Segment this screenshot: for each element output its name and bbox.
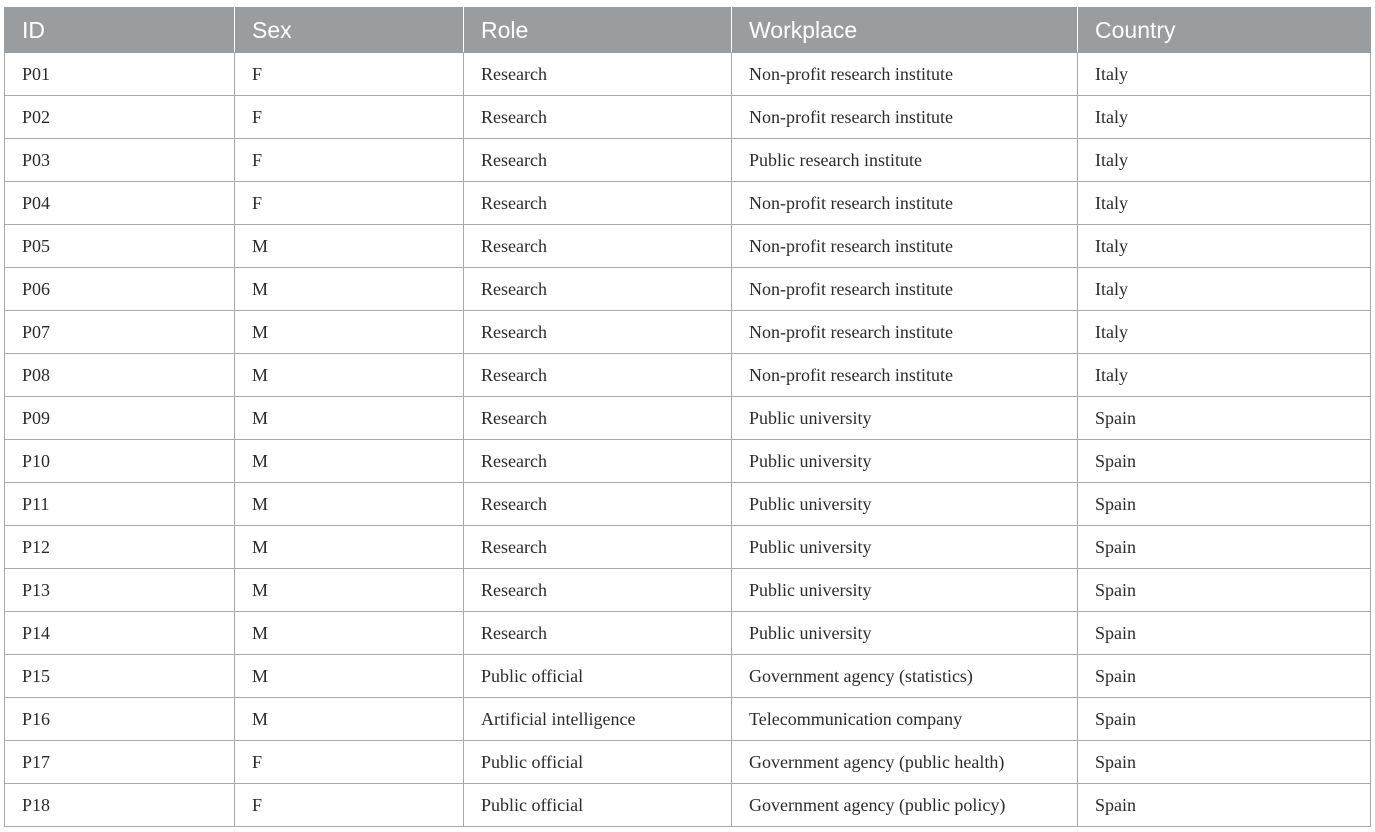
table-row bbox=[5, 440, 1371, 483]
table-row bbox=[5, 268, 1371, 311]
cell-role: Research bbox=[464, 440, 732, 483]
cell-country: Spain bbox=[1078, 440, 1371, 483]
cell-id: P15 bbox=[5, 655, 235, 698]
table-row bbox=[5, 784, 1371, 827]
cell-country: Spain bbox=[1078, 698, 1371, 741]
table-row bbox=[5, 741, 1371, 784]
cell-sex: M bbox=[235, 569, 464, 612]
cell-country: Spain bbox=[1078, 741, 1371, 784]
cell-country: Spain bbox=[1078, 483, 1371, 526]
cell-country: Italy bbox=[1078, 96, 1371, 139]
cell-workplace: Government agency (public policy) bbox=[732, 784, 1078, 827]
table-row bbox=[5, 311, 1371, 354]
cell-role: Research bbox=[464, 612, 732, 655]
cell-workplace: Non-profit research institute bbox=[732, 354, 1078, 397]
cell-id: P10 bbox=[5, 440, 235, 483]
cell-id: P09 bbox=[5, 397, 235, 440]
cell-workplace: Government agency (statistics) bbox=[732, 655, 1078, 698]
cell-workplace: Public university bbox=[732, 526, 1078, 569]
cell-id: P08 bbox=[5, 354, 235, 397]
cell-role: Research bbox=[464, 526, 732, 569]
table-row bbox=[5, 139, 1371, 182]
cell-sex: M bbox=[235, 698, 464, 741]
cell-sex: M bbox=[235, 354, 464, 397]
header-row bbox=[5, 8, 1371, 53]
cell-role: Research bbox=[464, 225, 732, 268]
cell-country: Italy bbox=[1078, 354, 1371, 397]
cell-sex: M bbox=[235, 225, 464, 268]
cell-country: Spain bbox=[1078, 569, 1371, 612]
column-header-sex: Sex bbox=[235, 8, 464, 53]
cell-sex: M bbox=[235, 397, 464, 440]
table-header bbox=[5, 8, 1371, 53]
cell-role: Public official bbox=[464, 784, 732, 827]
cell-workplace: Non-profit research institute bbox=[732, 182, 1078, 225]
cell-workplace: Public research institute bbox=[732, 139, 1078, 182]
cell-sex: M bbox=[235, 311, 464, 354]
cell-role: Research bbox=[464, 139, 732, 182]
cell-sex: F bbox=[235, 784, 464, 827]
cell-sex: F bbox=[235, 182, 464, 225]
cell-country: Spain bbox=[1078, 612, 1371, 655]
table-row bbox=[5, 354, 1371, 397]
cell-workplace: Public university bbox=[732, 397, 1078, 440]
cell-country: Spain bbox=[1078, 526, 1371, 569]
column-header-workplace: Workplace bbox=[732, 8, 1078, 53]
cell-country: Spain bbox=[1078, 397, 1371, 440]
cell-id: P02 bbox=[5, 96, 235, 139]
cell-sex: F bbox=[235, 139, 464, 182]
cell-country: Italy bbox=[1078, 268, 1371, 311]
table-row bbox=[5, 225, 1371, 268]
cell-role: Research bbox=[464, 483, 732, 526]
cell-id: P11 bbox=[5, 483, 235, 526]
cell-workplace: Non-profit research institute bbox=[732, 225, 1078, 268]
cell-id: P04 bbox=[5, 182, 235, 225]
cell-role: Research bbox=[464, 268, 732, 311]
cell-id: P13 bbox=[5, 569, 235, 612]
cell-country: Italy bbox=[1078, 139, 1371, 182]
participants-table-container bbox=[4, 7, 1370, 827]
cell-role: Research bbox=[464, 397, 732, 440]
column-header-country: Country bbox=[1078, 8, 1371, 53]
cell-workplace: Non-profit research institute bbox=[732, 53, 1078, 96]
table-row bbox=[5, 397, 1371, 440]
cell-id: P03 bbox=[5, 139, 235, 182]
cell-sex: M bbox=[235, 526, 464, 569]
table-row bbox=[5, 612, 1371, 655]
cell-id: P06 bbox=[5, 268, 235, 311]
cell-role: Research bbox=[464, 311, 732, 354]
table-row bbox=[5, 96, 1371, 139]
cell-country: Italy bbox=[1078, 311, 1371, 354]
cell-id: P01 bbox=[5, 53, 235, 96]
cell-country: Italy bbox=[1078, 182, 1371, 225]
cell-sex: F bbox=[235, 53, 464, 96]
cell-workplace: Public university bbox=[732, 569, 1078, 612]
cell-country: Spain bbox=[1078, 784, 1371, 827]
cell-sex: M bbox=[235, 440, 464, 483]
cell-id: P18 bbox=[5, 784, 235, 827]
cell-id: P16 bbox=[5, 698, 235, 741]
cell-sex: M bbox=[235, 612, 464, 655]
cell-sex: M bbox=[235, 483, 464, 526]
cell-role: Research bbox=[464, 354, 732, 397]
cell-workplace: Government agency (public health) bbox=[732, 741, 1078, 784]
cell-country: Italy bbox=[1078, 225, 1371, 268]
cell-sex: F bbox=[235, 741, 464, 784]
table-row bbox=[5, 483, 1371, 526]
cell-workplace: Non-profit research institute bbox=[732, 311, 1078, 354]
cell-id: P05 bbox=[5, 225, 235, 268]
column-header-id: ID bbox=[5, 8, 235, 53]
cell-id: P17 bbox=[5, 741, 235, 784]
cell-role: Research bbox=[464, 53, 732, 96]
table-row bbox=[5, 655, 1371, 698]
cell-role: Research bbox=[464, 569, 732, 612]
table-row bbox=[5, 526, 1371, 569]
cell-sex: F bbox=[235, 96, 464, 139]
cell-sex: M bbox=[235, 655, 464, 698]
cell-role: Research bbox=[464, 182, 732, 225]
table-row bbox=[5, 569, 1371, 612]
cell-workplace: Public university bbox=[732, 440, 1078, 483]
cell-workplace: Non-profit research institute bbox=[732, 96, 1078, 139]
cell-role: Research bbox=[464, 96, 732, 139]
cell-id: P07 bbox=[5, 311, 235, 354]
cell-country: Spain bbox=[1078, 655, 1371, 698]
column-header-role: Role bbox=[464, 8, 732, 53]
cell-workplace: Telecommunication company bbox=[732, 698, 1078, 741]
table-row bbox=[5, 182, 1371, 225]
cell-role: Public official bbox=[464, 741, 732, 784]
cell-workplace: Public university bbox=[732, 483, 1078, 526]
cell-workplace: Non-profit research institute bbox=[732, 268, 1078, 311]
cell-sex: M bbox=[235, 268, 464, 311]
cell-workplace: Public university bbox=[732, 612, 1078, 655]
cell-id: P14 bbox=[5, 612, 235, 655]
table-row bbox=[5, 53, 1371, 96]
cell-id: P12 bbox=[5, 526, 235, 569]
table-row bbox=[5, 698, 1371, 741]
table-body bbox=[5, 53, 1371, 827]
cell-country: Italy bbox=[1078, 53, 1371, 96]
cell-role: Public official bbox=[464, 655, 732, 698]
cell-role: Artificial intelligence bbox=[464, 698, 732, 741]
participants-table bbox=[4, 7, 1371, 827]
